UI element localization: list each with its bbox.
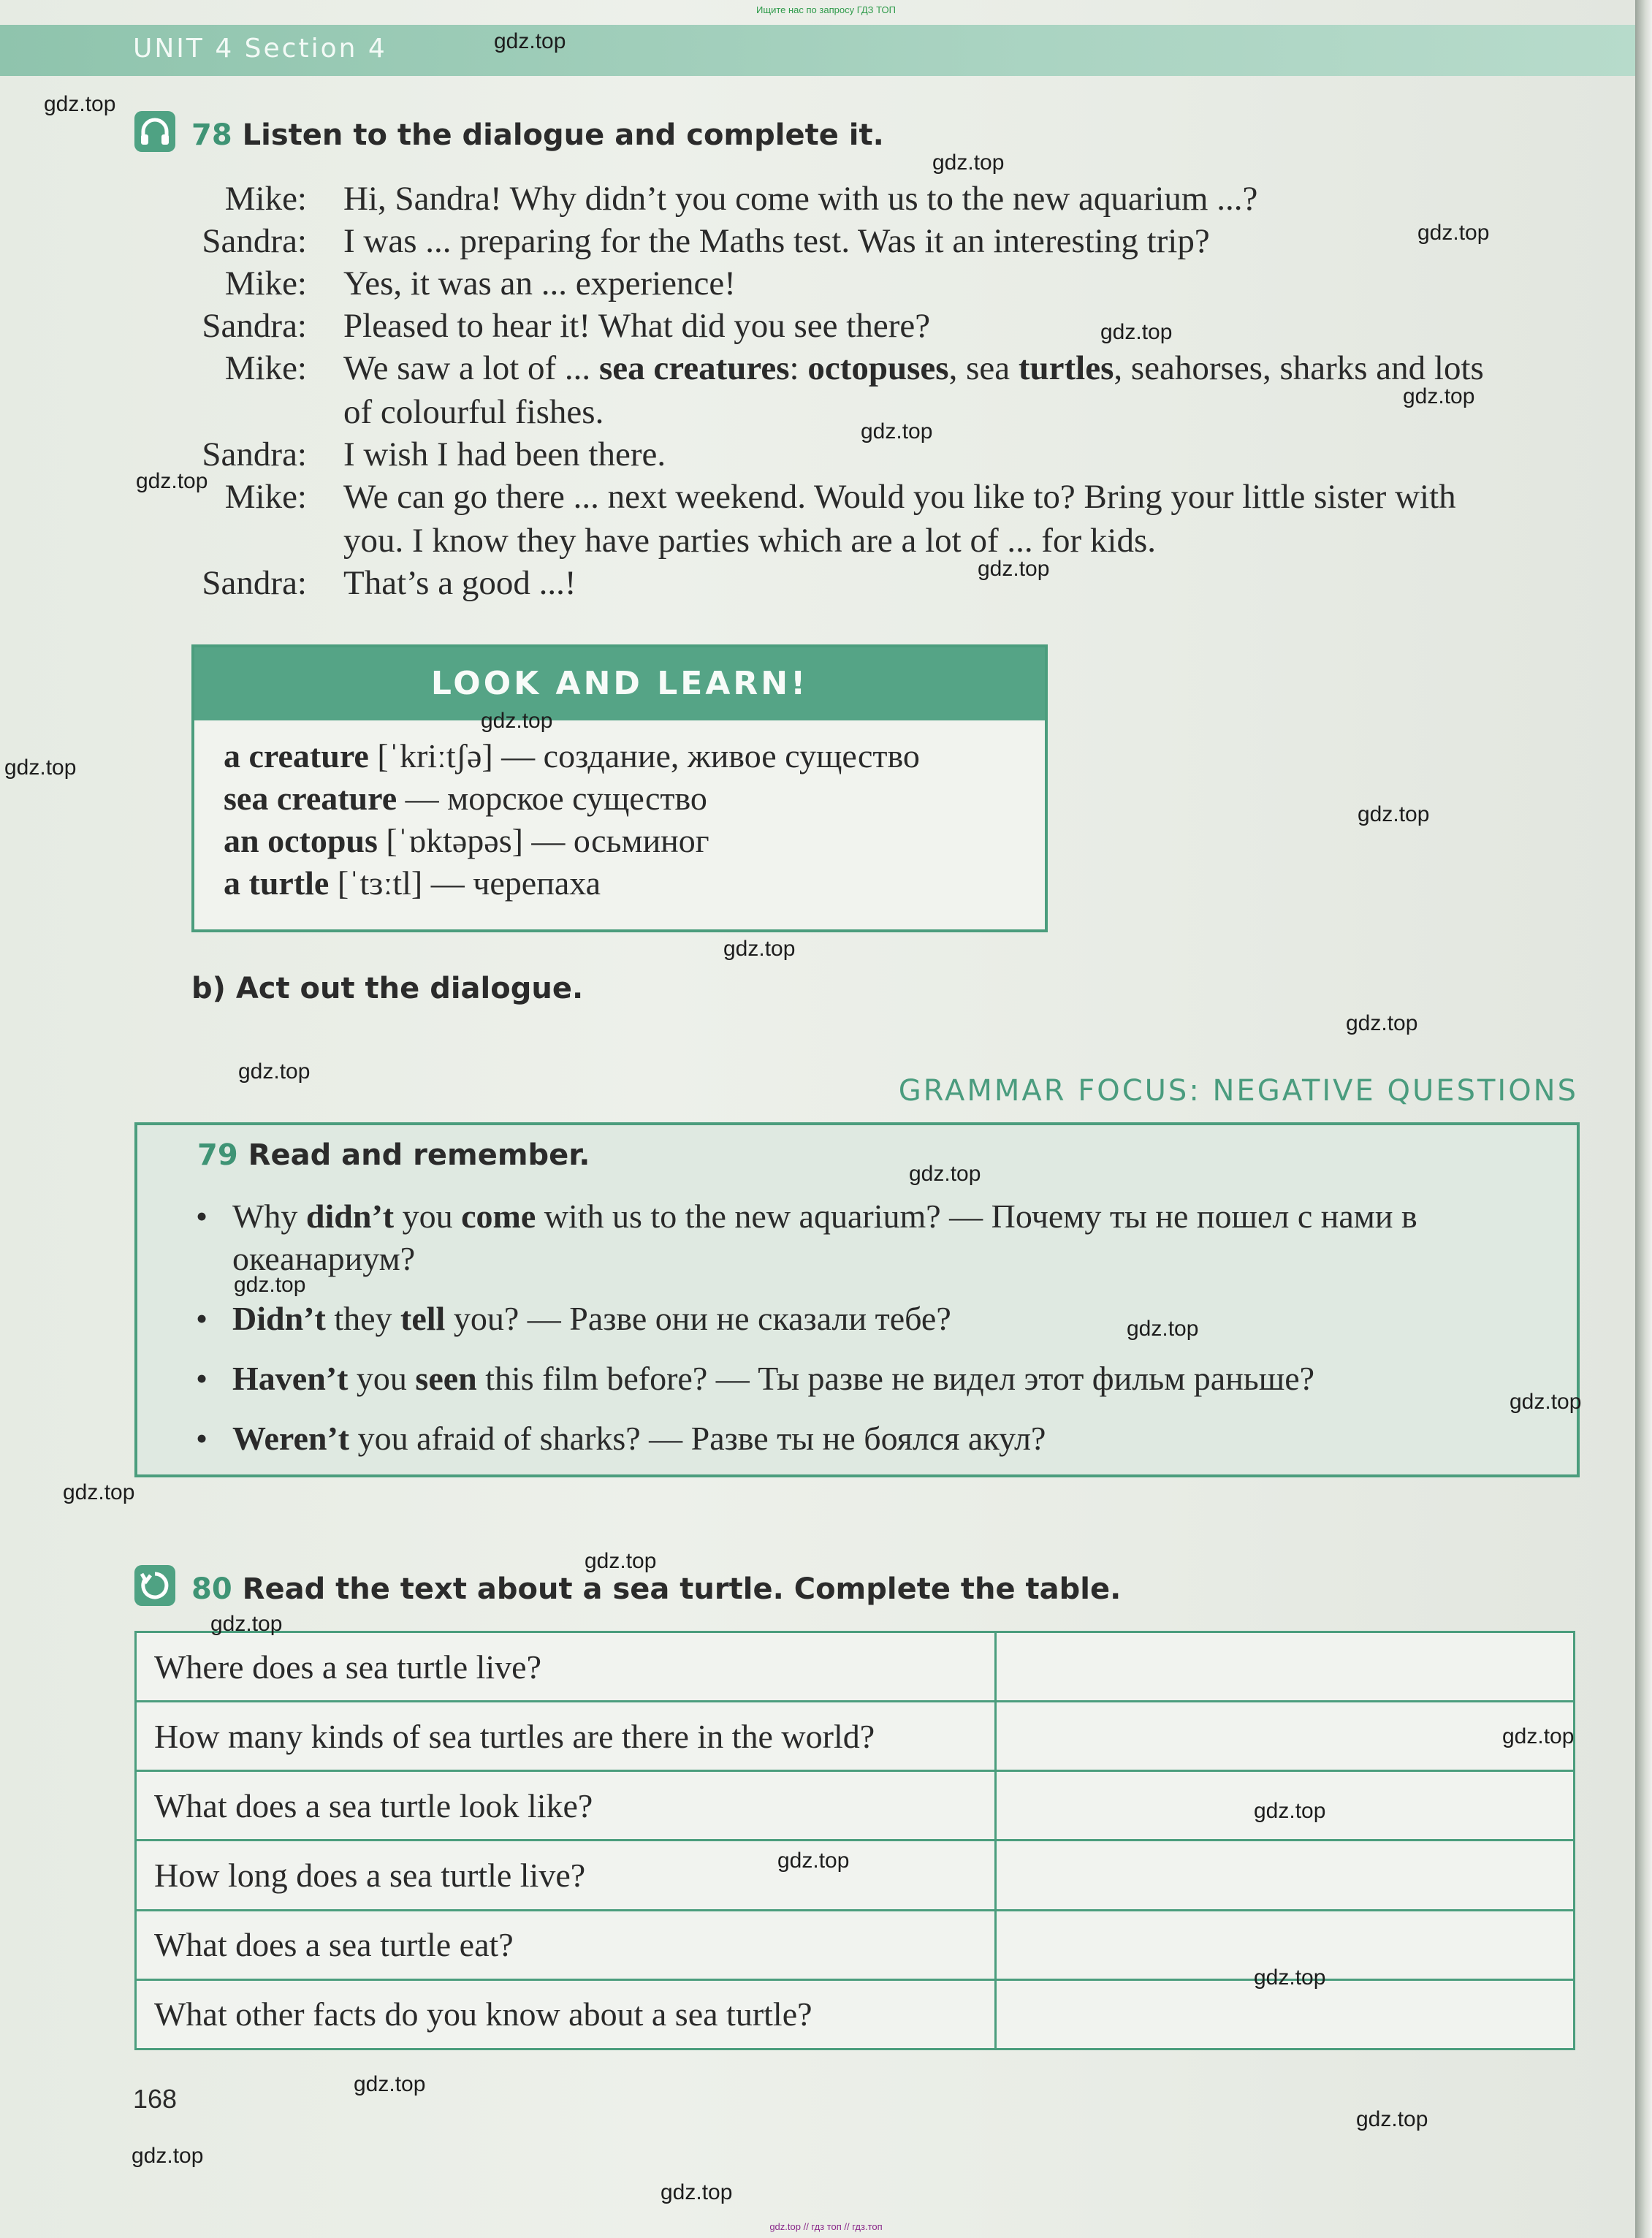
speaker: Mike: xyxy=(224,349,307,387)
grammar-focus-heading: GRAMMAR FOCUS: NEGATIVE QUESTIONS xyxy=(898,1074,1578,1108)
watermark: gdz.top xyxy=(1417,221,1490,245)
line-text: That’s a good ...! xyxy=(343,564,576,602)
page-edge xyxy=(1635,0,1652,2238)
watermark: gdz.top xyxy=(723,937,796,961)
line-text: of colourful fishes. xyxy=(343,393,604,431)
speaker: Sandra: xyxy=(202,564,307,602)
watermark: gdz.top xyxy=(1254,1965,1326,1990)
question-cell: How many kinds of sea turtles are there in the world? xyxy=(136,1702,996,1771)
line-text: I was ... preparing for the Maths test. Was it an interesting trip? xyxy=(343,222,1210,260)
watermark: gdz.top xyxy=(932,151,1005,175)
question-cell: What does a sea turtle eat? xyxy=(136,1910,996,1979)
line-text: Yes, it was an ... experience! xyxy=(343,264,736,302)
watermark: gdz.top xyxy=(44,92,116,116)
answer-cell[interactable] xyxy=(996,1632,1575,1702)
watermark: gdz.top xyxy=(909,1162,981,1186)
question-cell: How long does a sea turtle live? xyxy=(136,1841,996,1910)
watermark: gdz.top xyxy=(1346,1011,1418,1035)
task-80-number: 80 xyxy=(191,1572,232,1606)
table-row xyxy=(136,1771,1575,1841)
watermark: gdz.top xyxy=(238,1059,311,1084)
watermark: gdz.top xyxy=(63,1480,135,1504)
table-row xyxy=(136,1841,1575,1910)
act-out-instruction: b) Act out the dialogue. xyxy=(191,972,584,1005)
table-row xyxy=(136,1910,1575,1979)
watermark: gdz.top xyxy=(1403,384,1475,408)
watermark: gdz.top xyxy=(354,2072,426,2096)
vocab-item: a turtle [ˈtɜːtl] — черепаха xyxy=(224,864,601,902)
bold-term: sea creatures xyxy=(598,349,790,387)
watermark: gdz.top xyxy=(777,1849,850,1873)
table-row xyxy=(136,1979,1575,2049)
question-cell: What other facts do you know about a sea turtle? xyxy=(136,1979,996,2049)
top-note: Ищите нас по запросу ГДЗ ТОП xyxy=(756,4,896,15)
task-80-title: Read the text about a sea turtle. Complete the table. xyxy=(242,1572,1122,1606)
speaker: Mike: xyxy=(224,180,307,218)
speaker: Sandra: xyxy=(202,307,307,345)
watermark: gdz.top xyxy=(132,2144,204,2168)
watermark: gdz.top xyxy=(1502,1724,1575,1748)
speaker: Mike: xyxy=(224,478,307,516)
watermark: gdz.top xyxy=(1100,320,1173,344)
watermark: gdz.top xyxy=(978,557,1050,581)
task-79-box: 79 Read and remember. • Why didn’t you come with us to the new aquarium? — Почему ты не пошел с нами в океанариум? • Didn’t they tell you? — Разве они не сказали тебе? • Haven’t you seen this film before? — Ты разве не видел этот фильм раньше? • Weren’t you afraid of sharks? — Разве ты не боялся акул? xyxy=(134,1122,1580,1477)
task-79-title: Read and remember. xyxy=(248,1138,590,1172)
watermark: gdz.top xyxy=(210,1612,283,1636)
sea-turtle-table xyxy=(134,1631,1575,2050)
task-78-title: Listen to the dialogue and complete it. xyxy=(242,118,884,152)
task-79-number: 79 xyxy=(197,1138,238,1172)
unit-title: UNIT 4 Section 4 xyxy=(133,34,387,64)
question-cell: What does a sea turtle look like? xyxy=(136,1771,996,1841)
bottom-note: gdz.top // гдз топ // гдз.топ xyxy=(769,2221,883,2232)
headphones-icon xyxy=(134,111,175,152)
watermark: gdz.top xyxy=(136,469,208,493)
unit-header-bar xyxy=(0,25,1635,76)
watermark: gdz.top xyxy=(1127,1317,1199,1341)
watermark: gdz.top xyxy=(494,29,566,53)
line-text: Pleased to hear it! What did you see there? xyxy=(343,307,931,345)
answer-cell[interactable] xyxy=(996,1702,1575,1771)
task-79-heading xyxy=(197,1138,590,1172)
vocab-item: an octopus [ˈɒktəpəs] — осьминог xyxy=(224,822,709,859)
bold-term: octopuses xyxy=(807,349,949,387)
vocab-item: a creature [ˈkriːtʃə] — создание, живое существо xyxy=(224,737,920,774)
watermark: gdz.top xyxy=(481,709,553,733)
question-cell: Where does a sea turtle live? xyxy=(136,1632,996,1702)
speaker: Mike: xyxy=(224,264,307,302)
watermark: gdz.top xyxy=(1510,1390,1582,1414)
watermark: gdz.top xyxy=(4,755,77,780)
speaker: Sandra: xyxy=(202,222,307,260)
line-text: you. I know they have parties which are a lot of ... for kids. xyxy=(343,522,1157,560)
watermark: gdz.top xyxy=(1254,1799,1326,1823)
line-text: Hi, Sandra! Why didn’t you come with us to the new aquarium ...? xyxy=(343,180,1258,218)
speaker: Sandra: xyxy=(202,435,307,473)
reading-icon xyxy=(134,1565,175,1606)
task-80-heading xyxy=(191,1572,1121,1606)
line-text: We saw a lot of ... sea creatures: octopuses, sea turtles, seahorses, sharks and lots xyxy=(343,349,1484,387)
watermark: gdz.top xyxy=(661,2180,733,2204)
watermark: gdz.top xyxy=(1356,2107,1428,2131)
watermark: gdz.top xyxy=(861,419,933,444)
look-and-learn-title: LOOK AND LEARN! xyxy=(194,647,1045,720)
task-78-number: 78 xyxy=(191,118,232,152)
table-row xyxy=(136,1702,1575,1771)
watermark: gdz.top xyxy=(234,1273,306,1297)
watermark: gdz.top xyxy=(1358,802,1430,826)
answer-cell[interactable] xyxy=(996,1841,1575,1910)
line-text: We can go there ... next weekend. Would you like to? Bring your little sister with xyxy=(343,478,1456,516)
task-78-heading xyxy=(191,118,884,152)
watermark: gdz.top xyxy=(585,1549,657,1573)
bold-term: turtles xyxy=(1018,349,1114,387)
vocab-item: sea creature — морское существо xyxy=(224,780,707,817)
look-and-learn-box xyxy=(191,644,1048,932)
table-row xyxy=(136,1632,1575,1702)
page-number: 168 xyxy=(133,2084,178,2114)
line-text: I wish I had been there. xyxy=(343,435,666,473)
